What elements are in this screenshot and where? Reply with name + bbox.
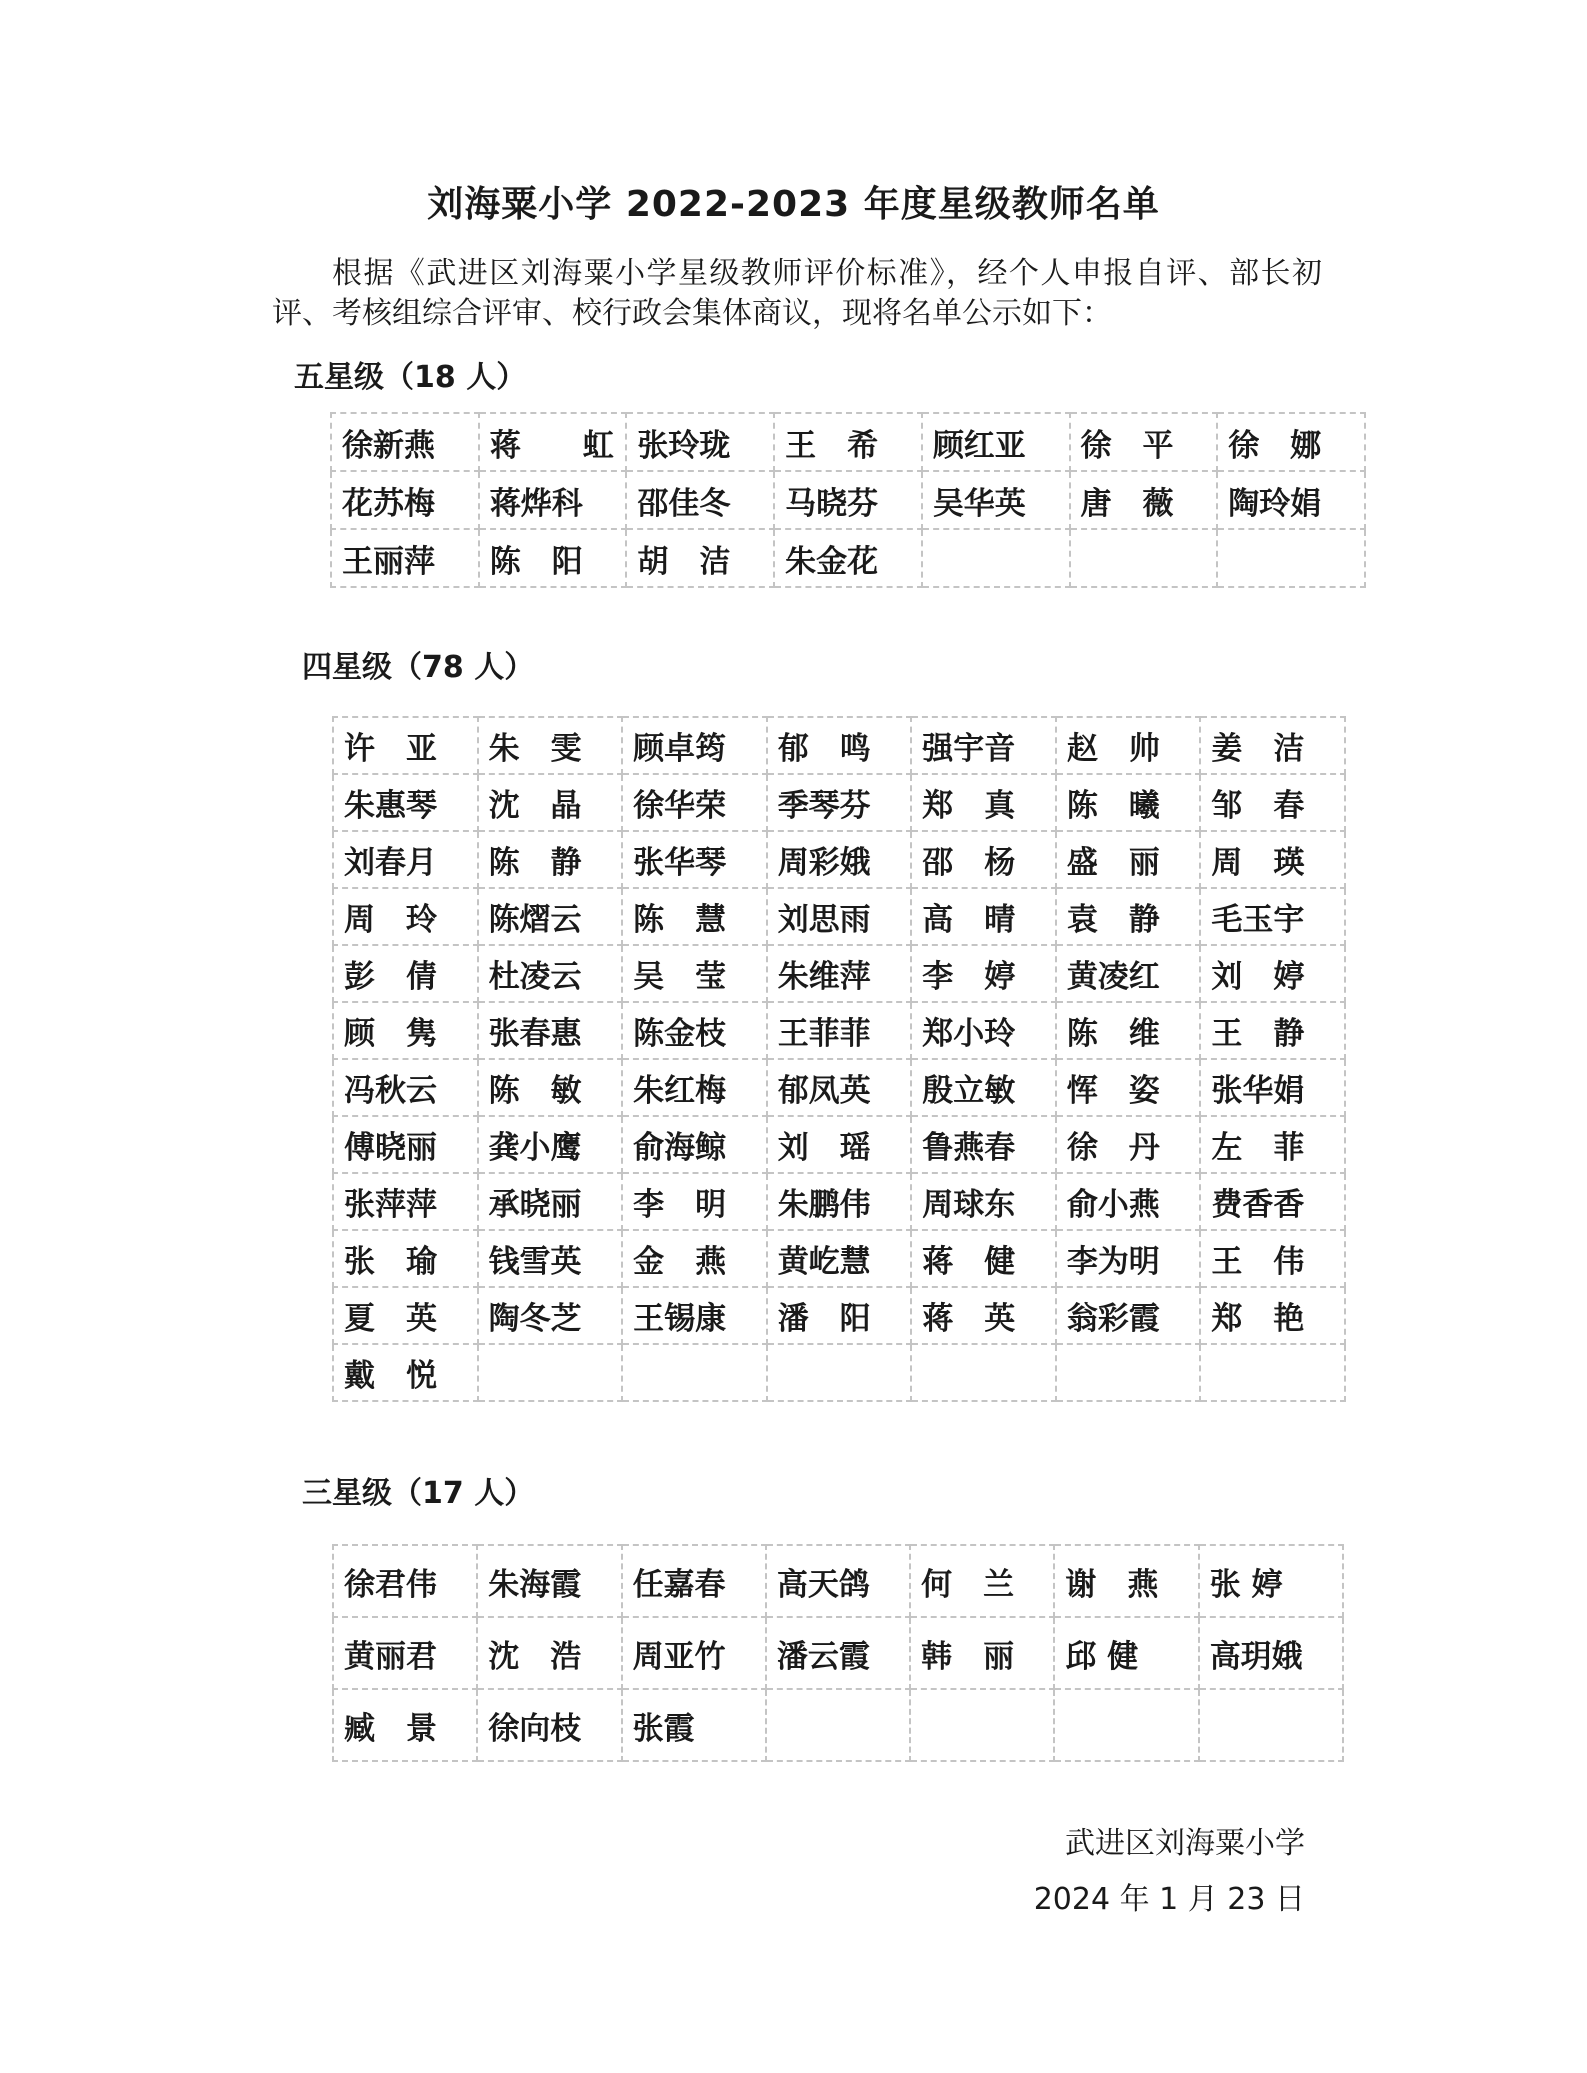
teacher-name-cell: 郁凤英	[767, 1059, 912, 1116]
teacher-name-cell: 周 瑛	[1200, 831, 1345, 888]
section-heading-four-star: 四星级（78 人）	[302, 650, 535, 685]
table-row	[331, 529, 1365, 587]
table-row	[333, 945, 1345, 1002]
teacher-name-cell: 徐向枝	[477, 1689, 621, 1761]
intro-paragraph: 根据《武进区刘海粟小学星级教师评价标准》，经个人申报自评、部长初评、考核组综合评审、校行政会集体商议，现将名单公示如下：	[272, 256, 1322, 331]
teacher-name-cell: 潘云霞	[766, 1617, 910, 1689]
teacher-name-cell: 高 晴	[911, 888, 1056, 945]
teacher-name-cell: 何 兰	[910, 1545, 1054, 1617]
teacher-name-cell: 夏 英	[333, 1287, 478, 1344]
five-star-table	[330, 412, 1366, 588]
teacher-name-cell: 张萍萍	[333, 1173, 478, 1230]
teacher-name-cell: 刘 婷	[1200, 945, 1345, 1002]
teacher-name-cell: 黄凌红	[1056, 945, 1201, 1002]
teacher-name-cell: 谢 燕	[1054, 1545, 1198, 1617]
teacher-name-cell: 唐 薇	[1070, 471, 1218, 529]
teacher-name-cell: 姜 洁	[1200, 717, 1345, 774]
teacher-name-cell: 钱雪英	[478, 1230, 623, 1287]
teacher-name-cell: 彭 倩	[333, 945, 478, 1002]
teacher-name-cell: 刘 瑶	[767, 1116, 912, 1173]
teacher-name-cell: 陈熠云	[478, 888, 623, 945]
teacher-name-cell: 郑 艳	[1200, 1287, 1345, 1344]
teacher-name-cell: 鲁燕春	[911, 1116, 1056, 1173]
teacher-name-cell: 杜凌云	[478, 945, 623, 1002]
teacher-name-cell: 郁 鸣	[767, 717, 912, 774]
teacher-name-cell	[1054, 1689, 1198, 1761]
teacher-name-cell: 张 瑜	[333, 1230, 478, 1287]
teacher-name-cell: 邹 春	[1200, 774, 1345, 831]
teacher-name-cell: 张玲珑	[626, 413, 774, 471]
teacher-name-cell	[922, 529, 1070, 587]
teacher-name-cell: 蒋 虹	[479, 413, 627, 471]
teacher-name-cell: 张 婷	[1199, 1545, 1343, 1617]
teacher-name-cell: 朱维萍	[767, 945, 912, 1002]
teacher-name-cell	[1199, 1689, 1343, 1761]
teacher-name-cell	[1200, 1344, 1345, 1401]
teacher-name-cell: 徐 丹	[1056, 1116, 1201, 1173]
teacher-name-cell: 袁 静	[1056, 888, 1201, 945]
teacher-name-cell: 蒋烨科	[479, 471, 627, 529]
teacher-name-cell	[766, 1689, 910, 1761]
teacher-name-cell: 徐 娜	[1217, 413, 1365, 471]
teacher-name-cell: 潘 阳	[767, 1287, 912, 1344]
teacher-name-cell: 蒋 英	[911, 1287, 1056, 1344]
teacher-name-cell: 沈 浩	[477, 1617, 621, 1689]
teacher-name-cell	[478, 1344, 623, 1401]
table-row	[333, 1617, 1343, 1689]
teacher-name-cell	[911, 1344, 1056, 1401]
teacher-name-cell: 王锡康	[622, 1287, 767, 1344]
teacher-name-cell: 季琴芬	[767, 774, 912, 831]
teacher-name-cell: 胡 洁	[626, 529, 774, 587]
teacher-name-cell: 黄屹慧	[767, 1230, 912, 1287]
teacher-name-cell: 王丽萍	[331, 529, 479, 587]
teacher-name-cell: 刘思雨	[767, 888, 912, 945]
teacher-name-cell: 顾红亚	[922, 413, 1070, 471]
table-row	[333, 1689, 1343, 1761]
teacher-name-cell: 吴 莹	[622, 945, 767, 1002]
four-star-table	[332, 716, 1346, 1402]
teacher-name-cell: 邵佳冬	[626, 471, 774, 529]
teacher-name-cell: 徐新燕	[331, 413, 479, 471]
teacher-name-cell: 殷立敏	[911, 1059, 1056, 1116]
teacher-name-cell: 王菲菲	[767, 1002, 912, 1059]
teacher-name-cell: 毛玉宇	[1200, 888, 1345, 945]
teacher-name-cell: 高玥娥	[1199, 1617, 1343, 1689]
table-row	[333, 1002, 1345, 1059]
three-star-table	[332, 1544, 1344, 1762]
teacher-name-cell: 周 玲	[333, 888, 478, 945]
teacher-name-cell: 龚小鹰	[478, 1116, 623, 1173]
teacher-name-cell: 陈 维	[1056, 1002, 1201, 1059]
teacher-name-cell: 陈 静	[478, 831, 623, 888]
teacher-name-cell	[622, 1344, 767, 1401]
table-row	[333, 1545, 1343, 1617]
teacher-name-cell: 陈 阳	[479, 529, 627, 587]
teacher-name-cell	[1217, 529, 1365, 587]
teacher-name-cell: 张华娟	[1200, 1059, 1345, 1116]
teacher-name-cell: 徐华荣	[622, 774, 767, 831]
teacher-name-cell: 任嘉春	[622, 1545, 766, 1617]
teacher-name-cell: 俞小燕	[1056, 1173, 1201, 1230]
footer-school: 武进区刘海粟小学	[1065, 1826, 1305, 1861]
teacher-name-cell: 刘春月	[333, 831, 478, 888]
teacher-name-cell: 邵 杨	[911, 831, 1056, 888]
teacher-name-cell: 盛 丽	[1056, 831, 1201, 888]
teacher-name-cell: 冯秋云	[333, 1059, 478, 1116]
teacher-name-cell: 郑小玲	[911, 1002, 1056, 1059]
teacher-name-cell	[1070, 529, 1218, 587]
teacher-name-cell: 俞海鲸	[622, 1116, 767, 1173]
teacher-name-cell: 翁彩霞	[1056, 1287, 1201, 1344]
footer-date: 2024 年 1 月 23 日	[1033, 1882, 1305, 1917]
teacher-name-cell: 沈 晶	[478, 774, 623, 831]
teacher-name-cell: 韩 丽	[910, 1617, 1054, 1689]
teacher-name-cell: 陶玲娟	[1217, 471, 1365, 529]
teacher-name-cell: 蒋 健	[911, 1230, 1056, 1287]
teacher-name-cell: 李 婷	[911, 945, 1056, 1002]
teacher-name-cell: 臧 景	[333, 1689, 477, 1761]
teacher-name-cell: 陈 慧	[622, 888, 767, 945]
teacher-name-cell	[1056, 1344, 1201, 1401]
teacher-name-cell: 傅晓丽	[333, 1116, 478, 1173]
teacher-name-cell: 承晓丽	[478, 1173, 623, 1230]
teacher-name-cell	[910, 1689, 1054, 1761]
page-title: 刘海粟小学 2022-2023 年度星级教师名单	[427, 184, 1160, 225]
teacher-name-cell: 郑 真	[911, 774, 1056, 831]
teacher-name-cell: 陈金枝	[622, 1002, 767, 1059]
teacher-name-cell: 周彩娥	[767, 831, 912, 888]
table-row	[333, 1287, 1345, 1344]
table-row	[333, 1344, 1345, 1401]
table-row	[333, 888, 1345, 945]
table-row	[333, 1230, 1345, 1287]
teacher-name-cell: 戴 悦	[333, 1344, 478, 1401]
teacher-name-cell: 李 明	[622, 1173, 767, 1230]
teacher-name-cell	[767, 1344, 912, 1401]
teacher-name-cell: 王 伟	[1200, 1230, 1345, 1287]
teacher-name-cell: 王 静	[1200, 1002, 1345, 1059]
table-row	[333, 717, 1345, 774]
teacher-name-cell: 许 亚	[333, 717, 478, 774]
teacher-name-cell: 李为明	[1056, 1230, 1201, 1287]
teacher-name-cell: 顾 隽	[333, 1002, 478, 1059]
teacher-name-cell: 高天鸽	[766, 1545, 910, 1617]
teacher-name-cell: 金 燕	[622, 1230, 767, 1287]
teacher-name-cell: 徐君伟	[333, 1545, 477, 1617]
teacher-name-cell: 朱鹏伟	[767, 1173, 912, 1230]
teacher-name-cell: 花苏梅	[331, 471, 479, 529]
teacher-name-cell: 朱金花	[774, 529, 922, 587]
teacher-name-cell: 王 希	[774, 413, 922, 471]
teacher-name-cell: 吴华英	[922, 471, 1070, 529]
teacher-name-cell: 徐 平	[1070, 413, 1218, 471]
teacher-name-cell: 邱 健	[1054, 1617, 1198, 1689]
teacher-name-cell: 黄丽君	[333, 1617, 477, 1689]
section-heading-five-star: 五星级（18 人）	[294, 360, 527, 395]
teacher-name-cell: 朱海霞	[477, 1545, 621, 1617]
teacher-name-cell: 左 菲	[1200, 1116, 1345, 1173]
teacher-name-cell: 朱惠琴	[333, 774, 478, 831]
teacher-name-cell: 强宇音	[911, 717, 1056, 774]
teacher-name-cell: 周球东	[911, 1173, 1056, 1230]
teacher-name-cell: 赵 帅	[1056, 717, 1201, 774]
teacher-name-cell: 张春惠	[478, 1002, 623, 1059]
teacher-name-cell: 周亚竹	[622, 1617, 766, 1689]
table-row	[331, 413, 1365, 471]
teacher-name-cell: 顾卓筠	[622, 717, 767, 774]
teacher-name-cell: 张华琴	[622, 831, 767, 888]
table-row	[333, 774, 1345, 831]
section-heading-three-star: 三星级（17 人）	[302, 1476, 535, 1511]
table-row	[333, 1116, 1345, 1173]
teacher-name-cell: 张霞	[622, 1689, 766, 1761]
teacher-name-cell: 马晓芬	[774, 471, 922, 529]
teacher-name-cell: 恽 姿	[1056, 1059, 1201, 1116]
teacher-name-cell: 费香香	[1200, 1173, 1345, 1230]
table-row	[333, 1059, 1345, 1116]
table-row	[333, 831, 1345, 888]
teacher-name-cell: 朱 雯	[478, 717, 623, 774]
teacher-name-cell: 陶冬芝	[478, 1287, 623, 1344]
table-row	[331, 471, 1365, 529]
table-row	[333, 1173, 1345, 1230]
teacher-name-cell: 陈 敏	[478, 1059, 623, 1116]
teacher-name-cell: 朱红梅	[622, 1059, 767, 1116]
teacher-name-cell: 陈 曦	[1056, 774, 1201, 831]
